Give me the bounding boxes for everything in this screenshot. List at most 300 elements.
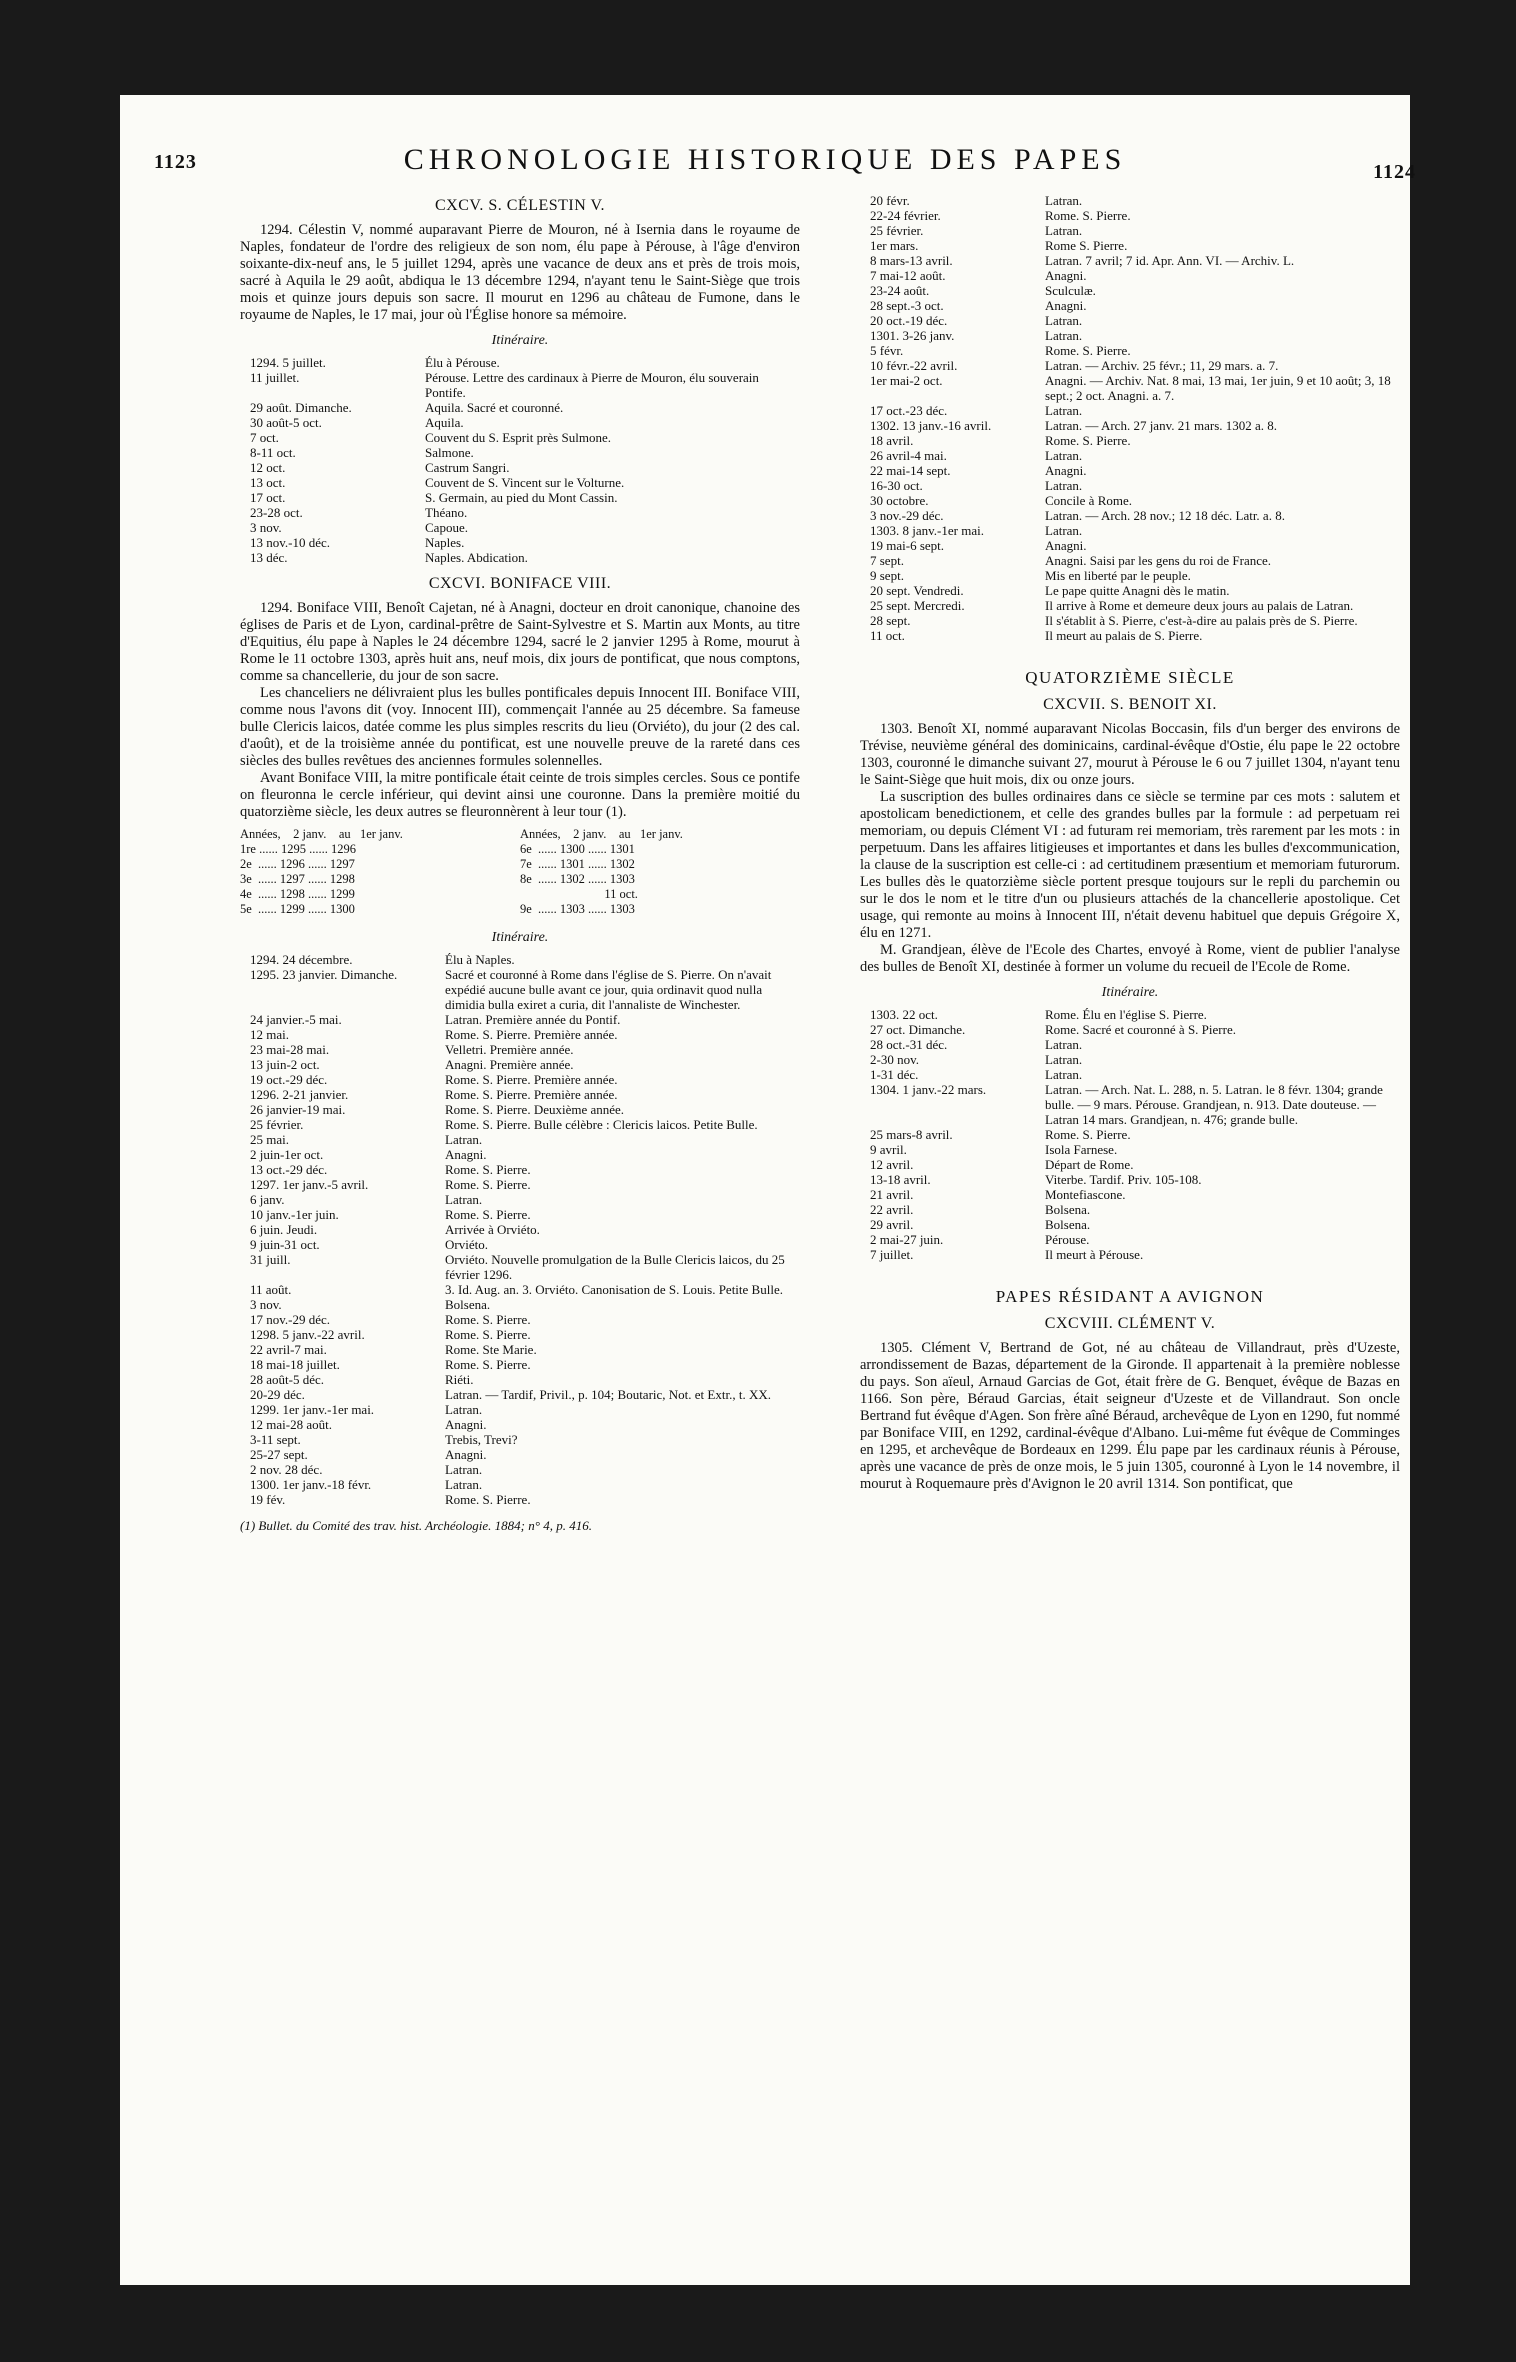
itinerary-date: 1303. 22 oct. <box>870 1007 938 1022</box>
itinerary-date: 27 oct. Dimanche. <box>870 1022 966 1037</box>
itinerary-place: Latran. <box>445 1132 483 1147</box>
itinerary-row <box>860 373 1400 403</box>
itinerary-row <box>240 520 800 535</box>
itinerary-date: 10 févr.-22 avril. <box>870 358 958 373</box>
itinerary-table-celestin <box>240 355 800 565</box>
itinerary-date: 7 juillet. <box>870 1247 914 1262</box>
itinerary-row <box>240 1327 800 1342</box>
itinerary-place: Latran. <box>1045 478 1083 493</box>
itinerary-place: Bolsena. <box>445 1297 491 1312</box>
itinerary-date: 2 juin-1er oct. <box>250 1147 324 1162</box>
itinerary-row <box>860 1232 1400 1247</box>
itinerary-date: 13-18 avril. <box>870 1172 931 1187</box>
paragraph: Avant Boniface VIII, la mitre pontificale était ceinte de trois simples cercles. Sous ce pontife on fleuronna le cercle inférieur, qui devint ainsi une couronne. Dans la première moitié du quatorzième siècle, les deux autres se fleuronnèrent à leur tour (1). <box>240 770 800 820</box>
itinerary-date: 22 avril. <box>870 1202 914 1217</box>
itinerary-place: Velletri. Première année. <box>445 1042 574 1057</box>
itinerary-place: Rome. S. Pierre. <box>1045 343 1131 358</box>
itinerary-place: Latran. <box>1045 193 1083 208</box>
itinerary-place: Latran. — Tardif, Privil., p. 104; Boutaric, Not. et Extr., t. XX. <box>445 1387 771 1402</box>
itinerary-row <box>860 1007 1400 1022</box>
itinerary-place: Orviéto. <box>445 1237 488 1252</box>
itinerary-date: 22-24 février. <box>870 208 941 223</box>
itinerary-row <box>240 967 800 1012</box>
itinerary-row <box>240 1027 800 1042</box>
itinerary-row <box>240 490 800 505</box>
itinerary-place: Rome S. Pierre. <box>1045 238 1128 253</box>
itinerary-place: Il meurt au palais de S. Pierre. <box>1045 628 1203 643</box>
itinerary-place: Latran. <box>1045 1067 1083 1082</box>
itinerary-place: Salmone. <box>425 445 474 460</box>
itinerary-place: Latran. — Arch. 27 janv. 21 mars. 1302 a. 8. <box>1045 418 1278 433</box>
itinerary-place: Viterbe. Tardif. Priv. 105-108. <box>1045 1172 1202 1187</box>
itinerary-date: 1296. 2-21 janvier. <box>250 1087 349 1102</box>
itinerary-row <box>240 1417 800 1432</box>
itinerary-place: Anagni. <box>1045 268 1087 283</box>
itinerary-row <box>860 448 1400 463</box>
itinerary-place: Anagni. Saisi par les gens du roi de France. <box>1045 553 1272 568</box>
itinerary-date: 18 mai-18 juillet. <box>250 1357 340 1372</box>
itinerary-date: 21 avril. <box>870 1187 914 1202</box>
itinerary-place: Couvent de S. Vincent sur le Volturne. <box>425 475 625 490</box>
itinerary-date: 13 juin-2 oct. <box>250 1057 320 1072</box>
itinerary-date: 7 sept. <box>870 553 904 568</box>
itinerary-date: 2 nov. 28 déc. <box>250 1462 323 1477</box>
itinerary-date: 23-28 oct. <box>250 505 303 520</box>
itinerary-place: Rome. S. Pierre. <box>1045 433 1131 448</box>
year-table-cell: 7e ...... 1301 ...... 1302 <box>520 857 635 871</box>
itinerary-date: 1298. 5 janv.-22 avril. <box>250 1327 365 1342</box>
itinerary-date: 1er mai-2 oct. <box>870 373 943 388</box>
itinerary-place: Rome. S. Pierre. Première année. <box>445 1087 618 1102</box>
year-table-cell: 4e ...... 1298 ...... 1299 <box>240 887 355 901</box>
itinerary-row <box>240 1207 800 1222</box>
itinerary-place: Départ de Rome. <box>1045 1157 1134 1172</box>
itinerary-row <box>860 253 1400 268</box>
itinerary-place: Rome. Ste Marie. <box>445 1342 537 1357</box>
itinerary-row <box>240 1042 800 1057</box>
itinerary-row <box>240 370 800 400</box>
itinerary-row <box>860 583 1400 598</box>
itinerary-place: Latran. <box>1045 403 1083 418</box>
itinerary-place: Riéti. <box>445 1372 474 1387</box>
itinerary-row <box>860 418 1400 433</box>
itinerary-place: Orviéto. Nouvelle promulgation de la Bulle Clericis laicos, du 25 février 1296. <box>445 1252 785 1282</box>
itinerary-place: Latran. — Arch. 28 nov.; 12 18 déc. Latr. a. 8. <box>1045 508 1285 523</box>
year-table-cell: 8e ...... 1302 ...... 1303 <box>520 872 635 886</box>
itinerary-row <box>240 1342 800 1357</box>
itinerary-row <box>860 433 1400 448</box>
itinerary-date: 22 avril-7 mai. <box>250 1342 327 1357</box>
itinerary-place: Capoue. <box>425 520 468 535</box>
itinerary-row <box>860 313 1400 328</box>
year-table-cell: 2e ...... 1296 ...... 1297 <box>240 857 355 871</box>
itinerary-row <box>240 1237 800 1252</box>
itinerary-row <box>240 430 800 445</box>
itinerary-place: Bolsena. <box>1045 1217 1091 1232</box>
itinerary-date: 26 janvier-19 mai. <box>250 1102 346 1117</box>
itinerary-date: 13 nov.-10 déc. <box>250 535 331 550</box>
itinerary-date: 12 oct. <box>250 460 286 475</box>
itinerary-row <box>860 598 1400 613</box>
itinerary-date: 3-11 sept. <box>250 1432 301 1447</box>
itinerary-row <box>240 1057 800 1072</box>
itinerary-date: 26 avril-4 mai. <box>870 448 947 463</box>
itinerary-row <box>860 1217 1400 1232</box>
itinerary-row <box>240 1132 800 1147</box>
itinerary-row <box>860 553 1400 568</box>
itinerary-row <box>860 568 1400 583</box>
itinerary-date: 19 fév. <box>250 1492 286 1507</box>
itinerary-place: Anagni. <box>445 1447 487 1462</box>
itinerary-row <box>860 208 1400 223</box>
itinerary-date: 1303. 8 janv.-1er mai. <box>870 523 984 538</box>
itinerary-row <box>240 1297 800 1312</box>
itinerary-date: 9 juin-31 oct. <box>250 1237 320 1252</box>
itinerary-date: 8-11 oct. <box>250 445 296 460</box>
itinerary-date: 11 août. <box>250 1282 292 1297</box>
itinerary-label: Itinéraire. <box>491 333 549 348</box>
itinerary-place: Pérouse. Lettre des cardinaux à Pierre de Mouron, élu souverain Pontife. <box>425 370 759 400</box>
left-column <box>240 187 800 1534</box>
itinerary-row <box>860 1157 1400 1172</box>
itinerary-date: 1299. 1er janv.-1er mai. <box>250 1402 375 1417</box>
paragraph: Les chanceliers ne délivraient plus les bulles pontificales depuis Innocent III. Boniface VIII, comme nous l'avons dit (voy. Innocent III), commençait l'année au 25 décembre. Sa fameuse bulle Clericis laicos, datée comme les plus simples rescrits du lieu (Orviéto), du jour (2 des cal. d'août), et de la troisième année du pontificat, est une nouvelle preuve de la rareté dans ces siècles des bulles revêtues des anciennes formules solennelles. <box>240 685 800 769</box>
itinerary-place: Sculculæ. <box>1045 283 1096 298</box>
itinerary-date: 19 mai-6 sept. <box>870 538 945 553</box>
itinerary-date: 12 mai. <box>250 1027 289 1042</box>
itinerary-date: 1294. 24 décembre. <box>250 952 353 967</box>
itinerary-place: Latran. <box>1045 328 1083 343</box>
itinerary-place: Aquila. Sacré et couronné. <box>425 400 564 415</box>
itinerary-row <box>860 1037 1400 1052</box>
itinerary-date: 31 juill. <box>250 1252 291 1267</box>
itinerary-row <box>240 1357 800 1372</box>
itinerary-date: 11 oct. <box>870 628 905 643</box>
itinerary-place: Latran. <box>1045 448 1083 463</box>
year-table-cell: Années, 2 janv. au 1er janv. <box>240 827 403 841</box>
itinerary-place: Trebis, Trevi? <box>445 1432 518 1447</box>
itinerary-date: 7 oct. <box>250 430 279 445</box>
itinerary-date: 1295. 23 janvier. Dimanche. <box>250 967 398 982</box>
year-table-cell: 6e ...... 1300 ...... 1301 <box>520 842 635 856</box>
itinerary-date: 20 oct.-19 déc. <box>870 313 948 328</box>
itinerary-date: 3 nov.-29 déc. <box>870 508 944 523</box>
itinerary-date: 25 mars-8 avril. <box>870 1127 953 1142</box>
itinerary-date: 13 déc. <box>250 550 288 565</box>
itinerary-date: 3 nov. <box>250 520 282 535</box>
itinerary-row <box>240 535 800 550</box>
itinerary-place: Rome. S. Pierre. Première année. <box>445 1072 618 1087</box>
avignon-title: PAPES RÉSIDANT A AVIGNON <box>995 1287 1265 1306</box>
itinerary-date: 1302. 13 janv.-16 avril. <box>870 418 992 433</box>
itinerary-row <box>240 1012 800 1027</box>
year-table-cell: Années, 2 janv. au 1er janv. <box>520 827 683 841</box>
itinerary-row <box>240 1312 800 1327</box>
itinerary-date: 25 février. <box>870 223 924 238</box>
itinerary-place: Latran. — Arch. Nat. L. 288, n. 5. Latran. le 8 févr. 1304; grande bulle. — 9 mars. Pérouse. Grandjean, n. 913. Date douteuse. — Latran 14 mars. Grandjean, n. 476; grande bulle. <box>1045 1082 1383 1127</box>
itinerary-date: 13 oct.-29 déc. <box>250 1162 328 1177</box>
itinerary-place: Rome. Sacré et couronné à S. Pierre. <box>1045 1022 1236 1037</box>
itinerary-row <box>860 358 1400 373</box>
itinerary-row <box>860 328 1400 343</box>
itinerary-place: Anagni. — Archiv. Nat. 8 mai, 13 mai, 1er juin, 9 et 10 août; 3, 18 sept.; 2 oct. Anagni. a. 7. <box>1045 373 1391 403</box>
itinerary-place: Rome. S. Pierre. <box>445 1357 531 1372</box>
itinerary-place: Rome. S. Pierre. <box>445 1327 531 1342</box>
itinerary-place: Rome. S. Pierre. Première année. <box>445 1027 618 1042</box>
footnote: (1) Bullet. du Comité des trav. hist. Archéologie. 1884; n° 4, p. 416. <box>240 1518 592 1533</box>
itinerary-date: 20 févr. <box>870 193 910 208</box>
itinerary-date: 17 oct.-23 déc. <box>870 403 948 418</box>
itinerary-date: 2 mai-27 juin. <box>870 1232 944 1247</box>
itinerary-row <box>860 1127 1400 1142</box>
itinerary-date: 1301. 3-26 janv. <box>870 328 955 343</box>
itinerary-row <box>240 1372 800 1387</box>
itinerary-row <box>860 628 1400 643</box>
itinerary-row <box>240 1462 800 1477</box>
itinerary-row <box>860 1142 1400 1157</box>
itinerary-table-benoit <box>860 1007 1400 1262</box>
itinerary-row <box>240 1402 800 1417</box>
itinerary-place: Élu à Naples. <box>445 952 515 967</box>
itinerary-date: 12 avril. <box>870 1157 914 1172</box>
itinerary-row <box>240 1102 800 1117</box>
itinerary-place: Arrivée à Orviéto. <box>445 1222 540 1237</box>
itinerary-row <box>860 223 1400 238</box>
itinerary-date: 19 oct.-29 déc. <box>250 1072 328 1087</box>
section-title-boniface: CXCVI. BONIFACE VIII. <box>428 575 612 592</box>
paragraph: La suscription des bulles ordinaires dans ce siècle se termine par ces mots : salutem et apostolicam benedictionem, et celle des grandes bulles par la formule : ad perpetuam rei memoriam, ou depuis Clément VI : ad futuram rei memoriam, très rarement par les mots : in perpetuum. Dans les affaires litigieuses et importantes et dans les bulles d'excommunication, la clause de la suscription est celle-ci : ad certitudinem præsentium et memoriam futurorum. Les bulles dès le quatorzième siècle portent presque toujours sur le repli du parchemin ou sur le dos le nom et le titre d'un ou plusieurs attachés de la chancellerie apostolique. Cet usage, qui remonte au moins à Innocent III, n'était devenu habituel que depuis Grégoire X, élu en 1271. <box>860 789 1400 941</box>
itinerary-place: 3. Id. Aug. an. 3. Orviéto. Canonisation de S. Louis. Petite Bulle. <box>445 1282 783 1297</box>
itinerary-place: Latran. — Archiv. 25 févr.; 11, 29 mars. a. 7. <box>1045 358 1279 373</box>
itinerary-place: Rome. S. Pierre. <box>445 1162 531 1177</box>
page-number-right: 1124 <box>1373 161 1416 183</box>
itinerary-place: Couvent du S. Esprit près Sulmone. <box>425 430 611 445</box>
itinerary-place: Aquila. <box>425 415 464 430</box>
itinerary-table-boniface <box>240 952 800 1507</box>
itinerary-date: 29 août. Dimanche. <box>250 400 352 415</box>
itinerary-row <box>860 283 1400 298</box>
itinerary-place: Pérouse. <box>1045 1232 1090 1247</box>
year-table-cell: 11 oct. <box>520 887 638 901</box>
itinerary-place: Latran. <box>1045 313 1083 328</box>
itinerary-row <box>240 445 800 460</box>
itinerary-row <box>860 238 1400 253</box>
itinerary-place: Théano. <box>425 505 468 520</box>
itinerary-row <box>860 1172 1400 1187</box>
itinerary-place: Anagni. <box>445 1417 487 1432</box>
itinerary-row <box>240 1447 800 1462</box>
itinerary-place: Latran. Première année du Pontif. <box>445 1012 621 1027</box>
running-title: CHRONOLOGIE HISTORIQUE DES PAPES <box>403 143 1127 176</box>
itinerary-place: Naples. <box>425 535 465 550</box>
itinerary-row <box>240 1192 800 1207</box>
itinerary-row <box>860 1022 1400 1037</box>
itinerary-date: 11 juillet. <box>250 370 300 385</box>
itinerary-date: 17 nov.-29 déc. <box>250 1312 331 1327</box>
itinerary-date: 30 août-5 oct. <box>250 415 322 430</box>
itinerary-place: Isola Farnese. <box>1045 1142 1118 1157</box>
itinerary-date: 9 sept. <box>870 568 904 583</box>
itinerary-row <box>240 400 800 415</box>
itinerary-place: Latran. 7 avril; 7 id. Apr. Ann. VI. — Archiv. L. <box>1045 253 1295 268</box>
itinerary-row <box>240 550 800 565</box>
itinerary-place: Rome. S. Pierre. <box>445 1312 531 1327</box>
itinerary-row <box>860 1187 1400 1202</box>
itinerary-place: Rome. S. Pierre. <box>445 1492 531 1507</box>
year-table-cell: 5e ...... 1299 ...... 1300 <box>240 902 355 916</box>
itinerary-place: Rome. Élu en l'église S. Pierre. <box>1045 1007 1207 1022</box>
itinerary-date: 12 mai-28 août. <box>250 1417 332 1432</box>
itinerary-row <box>860 613 1400 628</box>
itinerary-place: Il s'établit à S. Pierre, c'est-à-dire au palais près de S. Pierre. <box>1045 613 1358 628</box>
itinerary-row <box>240 1222 800 1237</box>
itinerary-date: 1300. 1er janv.-18 févr. <box>250 1477 372 1492</box>
itinerary-row <box>240 1282 800 1297</box>
itinerary-date: 18 avril. <box>870 433 914 448</box>
century-title: QUATORZIÈME SIÈCLE <box>1025 668 1235 687</box>
itinerary-row <box>240 1087 800 1102</box>
itinerary-row <box>860 193 1400 208</box>
itinerary-date: 25 février. <box>250 1117 304 1132</box>
itinerary-row <box>240 415 800 430</box>
year-table-cell: 9e ...... 1303 ...... 1303 <box>520 902 635 916</box>
itinerary-place: Anagni. <box>1045 538 1087 553</box>
itinerary-place: Élu à Pérouse. <box>425 355 500 370</box>
itinerary-place: Anagni. <box>445 1147 487 1162</box>
itinerary-row <box>240 460 800 475</box>
itinerary-table-boniface-cont <box>860 193 1400 643</box>
itinerary-row <box>860 1247 1400 1262</box>
itinerary-date: 1304. 1 janv.-22 mars. <box>870 1082 987 1097</box>
itinerary-place: Castrum Sangri. <box>425 460 510 475</box>
itinerary-place: Latran. <box>445 1192 483 1207</box>
itinerary-row <box>860 403 1400 418</box>
itinerary-place: Rome. S. Pierre. <box>1045 1127 1131 1142</box>
itinerary-place: Concile à Rome. <box>1045 493 1133 508</box>
section-title-celestin: CXCV. S. CÉLESTIN V. <box>434 197 606 214</box>
itinerary-row <box>860 1082 1400 1127</box>
itinerary-date: 23-24 août. <box>870 283 930 298</box>
paragraph: 1294. Boniface VIII, Benoît Cajetan, né à Anagni, docteur en droit canonique, chanoine des églises de Paris et de Lyon, cardinal-prêtre de Saint-Sylvestre et S. Martin aux Monts, au titre d'Equitius, élu pape à Naples le 24 décembre 1294, sacré le 2 janvier 1295 à Rome, mourut à Rome le 11 octobre 1303, après huit ans, neuf mois, dix jours de pontificat, que nous comptons, comme sa chancellerie, du jour de son sacre. <box>240 600 800 684</box>
itinerary-place: Bolsena. <box>1045 1202 1091 1217</box>
itinerary-row <box>860 268 1400 283</box>
itinerary-date: 25 sept. Mercredi. <box>870 598 965 613</box>
year-table <box>240 827 800 917</box>
itinerary-date: 7 mai-12 août. <box>870 268 946 283</box>
itinerary-place: Rome. S. Pierre. <box>445 1177 531 1192</box>
itinerary-date: 16-30 oct. <box>870 478 923 493</box>
section-title-clement: CXCVIII. CLÉMENT V. <box>1044 1315 1216 1332</box>
document-page <box>120 95 1416 2285</box>
itinerary-date: 25-27 sept. <box>250 1447 308 1462</box>
itinerary-row <box>240 1177 800 1192</box>
itinerary-row <box>860 1202 1400 1217</box>
itinerary-row <box>240 355 800 370</box>
itinerary-place: Latran. <box>445 1462 483 1477</box>
itinerary-date: 30 octobre. <box>870 493 929 508</box>
itinerary-place: Latran. <box>1045 1052 1083 1067</box>
itinerary-place: Le pape quitte Anagni dès le matin. <box>1045 583 1230 598</box>
itinerary-row <box>860 493 1400 508</box>
itinerary-date: 3 nov. <box>250 1297 282 1312</box>
itinerary-row <box>860 478 1400 493</box>
itinerary-place: Il arrive à Rome et demeure deux jours au palais de Latran. <box>1045 598 1354 613</box>
itinerary-place: Naples. Abdication. <box>425 550 528 565</box>
itinerary-row <box>860 343 1400 358</box>
itinerary-place: Latran. <box>1045 523 1083 538</box>
itinerary-row <box>240 1147 800 1162</box>
itinerary-date: 1294. 5 juillet. <box>250 355 326 370</box>
itinerary-row <box>860 298 1400 313</box>
itinerary-row <box>860 463 1400 478</box>
year-table-cell: 1re ...... 1295 ...... 1296 <box>240 842 356 856</box>
itinerary-row <box>240 1117 800 1132</box>
itinerary-row <box>240 1492 800 1507</box>
itinerary-row <box>240 1387 800 1402</box>
itinerary-row <box>240 1477 800 1492</box>
itinerary-place: Montefiascone. <box>1045 1187 1126 1202</box>
itinerary-date: 22 mai-14 sept. <box>870 463 951 478</box>
itinerary-date: 9 avril. <box>870 1142 907 1157</box>
itinerary-place: Rome. S. Pierre. <box>1045 208 1131 223</box>
itinerary-place: S. Germain, au pied du Mont Cassin. <box>425 490 618 505</box>
itinerary-date: 1-31 déc. <box>870 1067 919 1082</box>
paragraph: 1305. Clément V, Bertrand de Got, né au château de Villandraut, près d'Uzeste, arrondissement de Bazas, département de la Gironde. Il appartenait à la première noblesse du pays. Son aïeul, Arnaud Garcias de Got, était frère de G. Benquet, évêque de Bazas en 1166. Son père, Béraud Garcias, était seigneur d'Uzeste et de Villandraut. Son oncle Bertrand fut évêque d'Agen. Son frère aîné Béraud, archevêque de Lyon en 1290, fut nommé par Boniface VIII, en 1292, cardinal-évêque d'Albano. Lui-même fut évêque de Comminges en 1295, et archevêque de Bordeaux en 1299. Élu pape par les cardinaux réunis à Pérouse, après une vacance de près de onze mois, le 5 juin 1305, couronné à Lyon le 14 novembre, il mourut à Roquemaure près d'Avignon le 20 avril 1314. Son pontificat, que <box>860 1340 1400 1492</box>
itinerary-row <box>240 1072 800 1087</box>
itinerary-date: 6 juin. Jeudi. <box>250 1222 318 1237</box>
itinerary-date: 13 oct. <box>250 475 286 490</box>
itinerary-place: Latran. <box>445 1402 483 1417</box>
itinerary-row <box>240 475 800 490</box>
paragraph: 1303. Benoît XI, nommé auparavant Nicolas Boccasin, fils d'un berger des environs de Trévise, neuvième général des dominicains, cardinal-évêque d'Ostie, élu pape le 22 octobre 1303, couronné le dimanche suivant 27, mourut à Pérouse le 6 ou 7 juillet 1304, n'ayant tenu le Saint-Siège que huit mois, dix ou onze jours. <box>860 721 1400 788</box>
right-column <box>860 193 1400 1493</box>
itinerary-place: Rome. S. Pierre. Bulle célèbre : Clericis laicos. Petite Bulle. <box>445 1117 758 1132</box>
page-header <box>120 143 1416 183</box>
itinerary-place: Sacré et couronné à Rome dans l'église de S. Pierre. On n'avait expédié aucune bulle avant ce jour, quia ordinavit quod nulla dimidia bulla exiret a curia, dit l'annaliste de Winchester. <box>445 967 772 1012</box>
itinerary-date: 17 oct. <box>250 490 286 505</box>
section-title-benoit: CXCVII. S. BENOIT XI. <box>1043 696 1217 713</box>
itinerary-place: Mis en liberté par le peuple. <box>1045 568 1191 583</box>
itinerary-row <box>240 1432 800 1447</box>
itinerary-place: Latran. <box>1045 223 1083 238</box>
itinerary-date: 10 janv.-1er juin. <box>250 1207 339 1222</box>
itinerary-row <box>240 505 800 520</box>
itinerary-date: 25 mai. <box>250 1132 289 1147</box>
itinerary-place: Rome. S. Pierre. Deuxième année. <box>445 1102 625 1117</box>
itinerary-row <box>860 1067 1400 1082</box>
itinerary-place: Il meurt à Pérouse. <box>1045 1247 1144 1262</box>
itinerary-date: 5 févr. <box>870 343 904 358</box>
itinerary-label: Itinéraire. <box>1101 985 1159 1000</box>
itinerary-date: 8 mars-13 avril. <box>870 253 953 268</box>
itinerary-date: 20-29 déc. <box>250 1387 305 1402</box>
itinerary-date: 1297. 1er janv.-5 avril. <box>250 1177 369 1192</box>
itinerary-date: 29 avril. <box>870 1217 914 1232</box>
itinerary-label: Itinéraire. <box>491 930 549 945</box>
itinerary-date: 1er mars. <box>870 238 919 253</box>
itinerary-row <box>860 1052 1400 1067</box>
itinerary-date: 6 janv. <box>250 1192 285 1207</box>
itinerary-row <box>240 1162 800 1177</box>
itinerary-place: Latran. <box>1045 1037 1083 1052</box>
itinerary-date: 28 oct.-31 déc. <box>870 1037 948 1052</box>
itinerary-place: Rome. S. Pierre. <box>445 1207 531 1222</box>
year-table-cell: 3e ...... 1297 ...... 1298 <box>240 872 355 886</box>
itinerary-date: 24 janvier.-5 mai. <box>250 1012 342 1027</box>
itinerary-row <box>240 952 800 967</box>
itinerary-place: Anagni. <box>1045 298 1087 313</box>
itinerary-place: Anagni. <box>1045 463 1087 478</box>
